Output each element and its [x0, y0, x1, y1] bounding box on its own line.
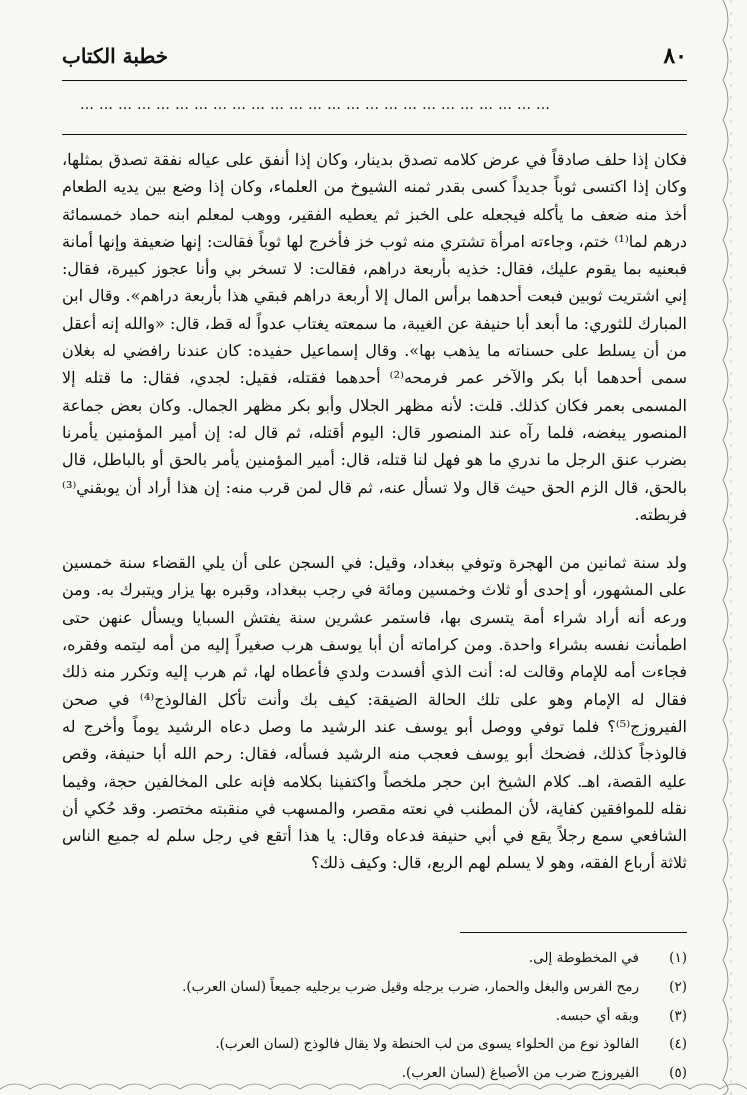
- footnote-number: (٤): [669, 1036, 687, 1053]
- footnote-text: وبقه أي حبسه.: [555, 1007, 639, 1024]
- footnote-number: (١): [669, 950, 687, 966]
- body-top-rule: [62, 134, 687, 135]
- main-text: [62, 146, 687, 877]
- footnote: [62, 944, 687, 973]
- footnote-text: في المخطوطة إلى.: [528, 950, 639, 966]
- paragraph: فكان إذا حلف صادقاً في عرض كلامه تصدق بدينار، وكان إذا أنفق على عياله نفقة تصدق بمثلها، وكان إذا اكتسى ثوباً جديداً كسى بقدر ثمنه الشيوخ من العلماء، وكان إذا وضع بين يديه الطعام أخذ منه ضعف ما يأكله فيجعله على الخبز ثم يعطيه الفقير، ووهب لمعلم ابنه حماد خمسمائة درهم لما⁽¹⁾ ختم، وجاءته امرأة تشتري منه ثوب خز فأخرج لها ثوباً فقالت: إنها ضعيفة وإنها أمانة فبعنيه بما يقوم عليك، فقال: خذيه بأربعة دراهم، فقالت: لا تسخر بي وأنا عجوز كبيرة، فقال: إني اشتريت ثوبين فبعت أحدهما برأس المال إلا أربعة دراهم فبقي هذا بأربعة دراهم». وقال ابن المبارك للثوري: ما أبعد أبا حنيفة عن الغيبة، ما سمعته يغتاب عدواً له قط، قال: «والله إنه أعقل من أن يسلط على حسناته ما يذهب بها». وقال إسماعيل حفيده: كان عندنا رافضي له بغلان سمى أحدهما أبا بكر والآخر عمر فرمحه⁽²⁾ أحدهما فقتله، فقيل: لجدي، فقال: ما قتله إلا المسمى بعمر فكان كذلك. قلت: لأنه مظهر الجلال وأبو بكر مظهر الجمال. وكان بعض جماعة المنصور يبغضه، فلما رآه عند المنصور قال: اليوم أقتله، ثم قال له: إن أمير المؤمنين يأمرنا بضرب عنق الرجل ما ندري ما هو فهل لنا قتله، قال: أمير المؤمنين يأمر بالحق أو بالباطل، قال بالحق، قال الزم الحق حيث قال ولا تسأل عنه، ثم قال لمن قرب منه: إن هذا أراد أن يوبقني⁽³⁾ فربطته.: [62, 150, 688, 524]
- footnote-number: (٥): [669, 1065, 687, 1082]
- header-rule: [62, 80, 687, 81]
- footnote-text: الفالوذ نوع من الحلواء يسوى من لب الحنطة ولا يقال فالوذج (لسان العرب).: [215, 1036, 639, 1053]
- paragraph: ولد سنة ثمانين من الهجرة وتوفي ببغداد، وقيل: في السجن على أن يلي القضاء سنة خمسين على المشهور، أو إحدى أو ثلاث وخمسين ومائة في رجب ببغداد، وقبره بها يزار ويتبرك به. ومن ورعه أنه أراد شراء أمة يتسرى بها، فاستمر عشرين سنة يفتش السبايا ويسأل عنهن حتى اطمأنت نفسه بشراء واحدة. ومن كراماته أن أبا يوسف هرب صغيراً إليه من أمه ليتمه وفقره، فجاءت أمه للإمام وقالت له: أنت الذي أفسدت ولدي فأعطاه لها، ثم هرب إليه وتكرر منه ذلك فقال له الإمام وهو على تلك الحالة الضيقة: كيف بك وأنت تأكل الفالوذج⁽⁴⁾ في صحن الفيروزج⁽⁵⁾؟ فلما توفي ووصل أبو يوسف عند الرشيد ما وصل دعاه الرشيد يوماً وأخرج له فالوذجاً كذلك، فضحك أبو يوسف فعجب منه الرشيد فسأله، فقال: رحم الله أبا حنيفة، وقص عليه القصة، اهـ. كلام الشيخ ابن حجر ملخصاً واكتفينا بكلامه فإنه على المخالفين حجة، وفيما نقله للموافقين كفاية، لأن المطنب في نعته مقصر، والمسهب في منقبته مختصر. وقد حُكي أن الشافعي سمع رجلاً يقع في أبي حنيفة فدعاه وقال: يا هذا أتقع في رجل سلم له جميع الناس ثلاثة أرباع الفقه، وهو لا يسلم لهم الربع، قال: وكيف ذلك؟: [62, 553, 688, 873]
- footnote-text: رمح الفرس والبغل والحمار، ضرب برجله وقيل ضرب برجليه جميعاً (لسان العرب).: [182, 978, 639, 995]
- footnote-number: (٢): [669, 978, 687, 995]
- footnote-text: الفيروزج ضرب من الأصباغ (لسان العرب).: [401, 1065, 639, 1082]
- footnote: [62, 1002, 687, 1031]
- page-border-decoration: [719, 0, 741, 1095]
- footnote: [62, 1030, 687, 1059]
- footnotes: [62, 944, 687, 1088]
- footnote-number: (٣): [669, 1007, 687, 1024]
- footnote: [62, 973, 687, 1002]
- running-title: خطبة الكتاب: [62, 44, 169, 68]
- footnote: [62, 1059, 687, 1088]
- footnote-separator: [460, 932, 687, 933]
- page-header: [62, 36, 687, 76]
- page-number: ٨٠: [663, 43, 687, 69]
- dotted-line: …………………………………………………………………: [80, 97, 555, 113]
